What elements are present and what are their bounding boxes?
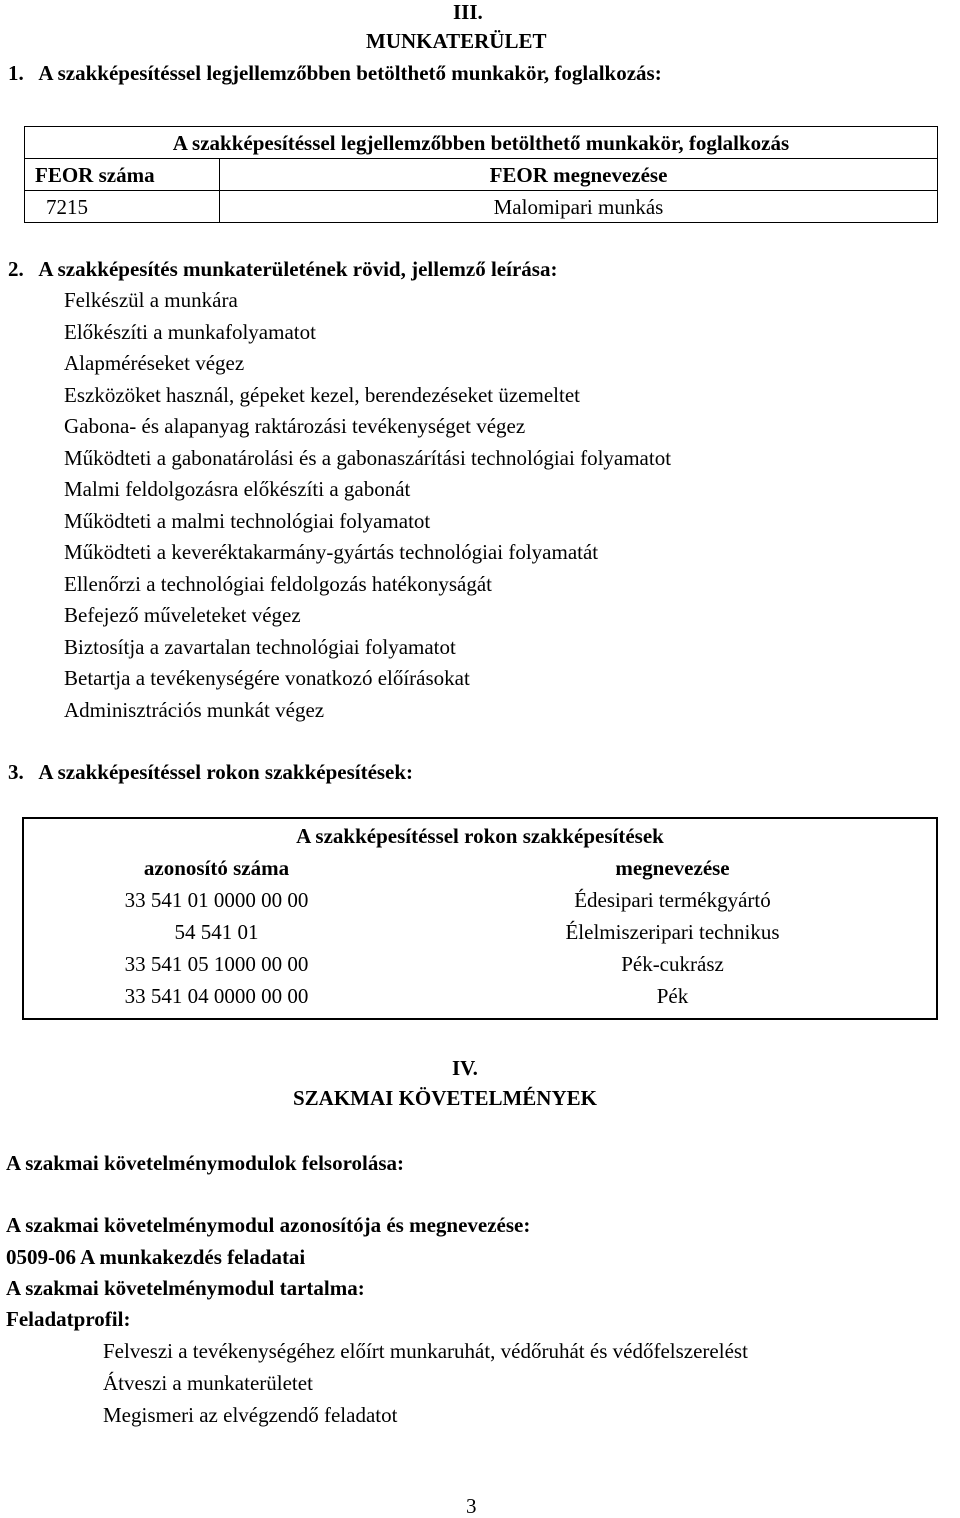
profile-list bbox=[103, 1335, 748, 1431]
list-item: Működteti a gabonatárolási és a gabonaszárítási technológiai folyamatot bbox=[64, 445, 672, 470]
modules-list-heading: A szakmai követelménymodulok felsorolása: bbox=[6, 1151, 405, 1175]
related-id-header: azonosító száma bbox=[143, 856, 290, 880]
related-qualifications-table bbox=[22, 817, 938, 1020]
table-row bbox=[23, 980, 937, 1019]
list-item: Eszközöket használ, gépeket kezel, berendezéseket üzemeltet bbox=[64, 382, 580, 407]
list-item: Gabona- és alapanyag raktározási tevékenységet végez bbox=[64, 414, 526, 438]
profile-heading: Feladatprofil: bbox=[6, 1307, 131, 1331]
related-name-cell: Pék-cukrász bbox=[621, 952, 724, 976]
list-item: Betartja a tevékenységére vonatkozó előírásokat bbox=[64, 666, 470, 690]
related-id-cell: 33 541 04 0000 00 00 bbox=[124, 984, 309, 1008]
list-item: Biztosítja a zavartalan technológiai folyamatot bbox=[64, 634, 456, 659]
related-name-header: megnevezése bbox=[615, 856, 730, 880]
list-item: Befejező műveleteket végez bbox=[64, 603, 301, 627]
list-item: Megismeri az elvégzendő feladatot bbox=[103, 1403, 398, 1427]
related-id-cell: 33 541 01 0000 00 00 bbox=[124, 888, 309, 912]
table-row bbox=[23, 884, 937, 916]
list-item: Működteti a keveréktakarmány-gyártás technológiai folyamatát bbox=[64, 540, 599, 564]
related-name-cell: Pék bbox=[656, 984, 689, 1008]
list-item: Alapméréseket végez bbox=[64, 351, 245, 375]
list-item: Előkészíti a munkafolyamatot bbox=[64, 319, 316, 344]
list-item: Adminisztrációs munkát végez bbox=[64, 697, 325, 722]
section-number: IV. bbox=[452, 1056, 478, 1080]
list-item: Felkészül a munkára bbox=[64, 288, 238, 312]
item2-heading: 2. A szakképesítés munkaterületének rövid, jellemző leírása: bbox=[8, 257, 558, 281]
feor-table bbox=[24, 126, 938, 223]
section-number: III. bbox=[453, 0, 483, 24]
feor-name-cell: Malomipari munkás bbox=[220, 191, 938, 223]
list-item: Malmi feldolgozásra előkészíti a gabonát bbox=[64, 477, 411, 501]
module-content-heading: A szakmai követelménymodul tartalma: bbox=[6, 1276, 365, 1300]
list-item: Felveszi a tevékenységéhez előírt munkaruhát, védőruhát és védőfelszerelést bbox=[103, 1339, 748, 1363]
section-title: SZAKMAI KÖVETELMÉNYEK bbox=[293, 1086, 597, 1110]
list-item: Ellenőrzi a technológiai feldolgozás hatékonyságát bbox=[64, 571, 493, 596]
work-description-list bbox=[64, 285, 671, 726]
feor-code-header: FEOR száma bbox=[25, 159, 220, 191]
related-name-cell: Élelmiszeripari technikus bbox=[565, 920, 780, 944]
page-number: 3 bbox=[466, 1494, 477, 1518]
list-item: Átveszi a munkaterületet bbox=[103, 1371, 313, 1395]
feor-name-header: FEOR megnevezése bbox=[220, 159, 938, 191]
module-line: 0509-06 A munkakezdés feladatai bbox=[6, 1245, 306, 1269]
feor-code-cell: 7215 bbox=[25, 191, 220, 223]
module-id-heading: A szakmai követelménymodul azonosítója és megnevezése: bbox=[6, 1213, 531, 1237]
related-table-caption: A szakképesítéssel rokon szakképesítések bbox=[296, 824, 664, 848]
item3-heading: 3. A szakképesítéssel rokon szakképesítések: bbox=[8, 760, 414, 784]
table-row bbox=[23, 948, 937, 980]
list-item: Működteti a malmi technológiai folyamatot bbox=[64, 508, 431, 533]
section-title: MUNKATERÜLET bbox=[366, 29, 547, 53]
related-name-cell: Édesipari termékgyártó bbox=[574, 888, 771, 912]
feor-table-caption: A szakképesítéssel legjellemzőbben betölthető munkakör, foglalkozás bbox=[25, 127, 938, 159]
item1-heading: 1. A szakképesítéssel legjellemzőbben betölthető munkakör, foglalkozás: bbox=[8, 61, 662, 85]
table-row bbox=[23, 916, 937, 948]
related-id-cell: 54 541 01 bbox=[174, 920, 259, 944]
table-row bbox=[25, 191, 938, 223]
related-id-cell: 33 541 05 1000 00 00 bbox=[124, 952, 309, 976]
